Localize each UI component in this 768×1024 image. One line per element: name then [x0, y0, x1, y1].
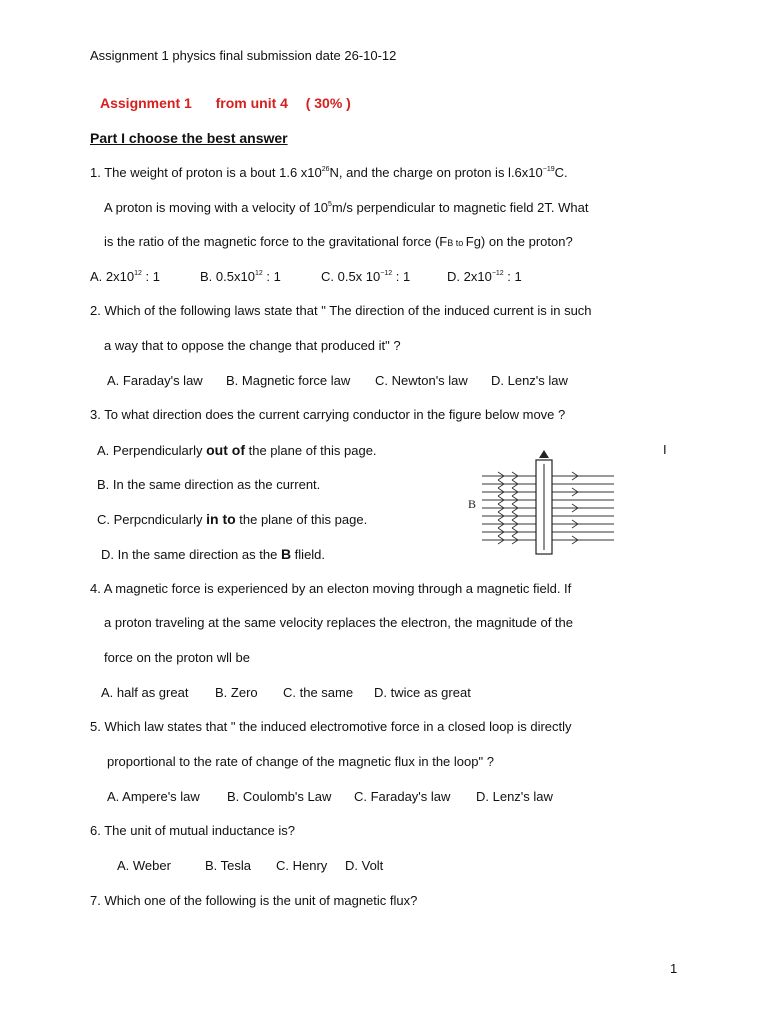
q6-line1: 6. The unit of mutual inductance is?	[90, 823, 295, 838]
q6-option-d: D. Volt	[345, 858, 384, 873]
q5-option-d: D. Lenz's law	[476, 789, 553, 804]
q1-option-b-sup: 12	[254, 270, 263, 277]
q1-line2-sup: 5	[328, 201, 332, 208]
q1-option-b-ratio: : 1	[262, 269, 281, 284]
q2-option-d: D. Lenz's law	[491, 373, 568, 388]
figure-background	[464, 446, 656, 560]
q1-line1-sup1: 26	[321, 166, 330, 173]
q1-option-d-text: D. 2x10	[447, 269, 492, 284]
q3-option-c-post: the plane of this page.	[235, 512, 368, 527]
q1-option-a	[90, 269, 160, 285]
q4-line1: 4. A magnetic force is experienced by an electon moving through a magnetic field. If	[90, 581, 572, 596]
q3-figure-label-i: I	[663, 442, 667, 457]
q1-line3-a: is the ratio of the magnetic force to the gravitational force (F	[104, 234, 448, 249]
assignment-weight: ( 30% )	[305, 95, 351, 111]
q3-option-b: B. In the same direction as the current.	[97, 477, 321, 492]
q1-option-d-sup: −12	[491, 270, 504, 277]
q4-line2: a proton traveling at the same velocity replaces the electron, the magnitude of the	[104, 615, 573, 630]
q1-line1-b: N, and the charge on proton is l.6x10	[329, 165, 543, 180]
q1-option-b-text: B. 0.5x10	[200, 269, 255, 284]
q2-line2: a way that to oppose the change that produced it" ?	[104, 338, 401, 353]
q1-line2-a: A proton is moving with a velocity of 10	[104, 200, 329, 215]
q7-line1: 7. Which one of the following is the unit of magnetic flux?	[90, 893, 418, 908]
q2-option-a: A. Faraday's law	[107, 373, 203, 388]
q1-option-a-text: A. 2x10	[90, 269, 135, 284]
q3-option-c	[97, 511, 367, 528]
q5-option-a: A. Ampere's law	[107, 789, 200, 804]
assignment-unit: from unit 4	[215, 95, 288, 111]
q1-option-d	[447, 269, 522, 285]
q2-option-b: B. Magnetic force law	[226, 373, 351, 388]
q3-option-a-bold: out of	[206, 442, 245, 458]
q1-line3-b: Fg) on the proton?	[465, 234, 573, 249]
q5-option-b: B. Coulomb's Law	[227, 789, 332, 804]
q3-option-a-post: the plane of this page.	[245, 443, 377, 458]
q1-line3	[104, 234, 573, 251]
q2-line1: 2. Which of the following laws state that " The direction of the induced current is in such	[90, 303, 592, 318]
q1-option-c-ratio: : 1	[392, 269, 411, 284]
q1-line2	[104, 200, 588, 216]
q3-option-d-bold: B	[280, 546, 292, 562]
q1-option-c-text: C. 0.5x 10	[321, 269, 381, 284]
assignment-heading	[100, 95, 351, 111]
q1-option-a-ratio: : 1	[141, 269, 160, 284]
q1-option-b	[200, 269, 281, 285]
q4-option-d: D. twice as great	[374, 685, 471, 700]
q3-option-a	[97, 442, 377, 459]
part-heading: Part I choose the best answer	[90, 130, 288, 146]
q2-option-c: C. Newton's law	[375, 373, 468, 388]
q3-option-c-bold: in to	[206, 511, 236, 527]
q5-option-c: C. Faraday's law	[354, 789, 451, 804]
q1-line1-c: C.	[554, 165, 568, 180]
q1-line1-a: 1. The weight of proton is a bout 1.6 x10	[90, 165, 322, 180]
q5-line1: 5. Which law states that " the induced electromotive force in a closed loop is directly	[90, 719, 572, 734]
q4-option-c: C. the same	[283, 685, 354, 700]
assignment-title: Assignment 1	[100, 95, 192, 111]
q4-line3: force on the proton wll be	[104, 650, 250, 665]
q1-option-c-sup: −12	[380, 270, 393, 277]
q6-option-c: C. Henry	[276, 858, 328, 873]
page-number: 1	[670, 961, 678, 976]
q4-option-b: B. Zero	[215, 685, 258, 700]
q4-option-a: A. half as great	[101, 685, 189, 700]
q1-option-d-ratio: : 1	[503, 269, 522, 284]
q3-option-c-pre: C. Perpcndicularly	[97, 512, 207, 527]
q1-option-a-sup: 12	[134, 270, 142, 277]
q3-option-d	[101, 546, 325, 563]
document-header: Assignment 1 physics final submission date 26-10-12	[90, 48, 397, 63]
q1-option-c	[321, 269, 410, 285]
q3-option-a-pre: A. Perpendicularly	[97, 443, 207, 458]
q3-option-d-pre: D. In the same direction as the	[101, 547, 281, 562]
q1-line2-b: m/s perpendicular to magnetic field 2T. What	[331, 200, 589, 215]
figure-label-b: B	[468, 497, 477, 511]
q6-option-b: B. Tesla	[205, 858, 252, 873]
q6-option-a: A. Weber	[117, 858, 171, 873]
q1-line3-sub: B to	[447, 238, 466, 248]
q5-line2: proportional to the rate of change of the magnetic flux in the loop" ?	[107, 754, 494, 769]
q3-line1: 3. To what direction does the current carrying conductor in the figure below move ?	[90, 407, 566, 422]
q1-line1-sup2: −19	[542, 166, 555, 173]
q3-option-d-post: flield.	[291, 547, 326, 562]
q1-line1	[90, 165, 568, 181]
magnetic-field-figure	[464, 446, 656, 560]
